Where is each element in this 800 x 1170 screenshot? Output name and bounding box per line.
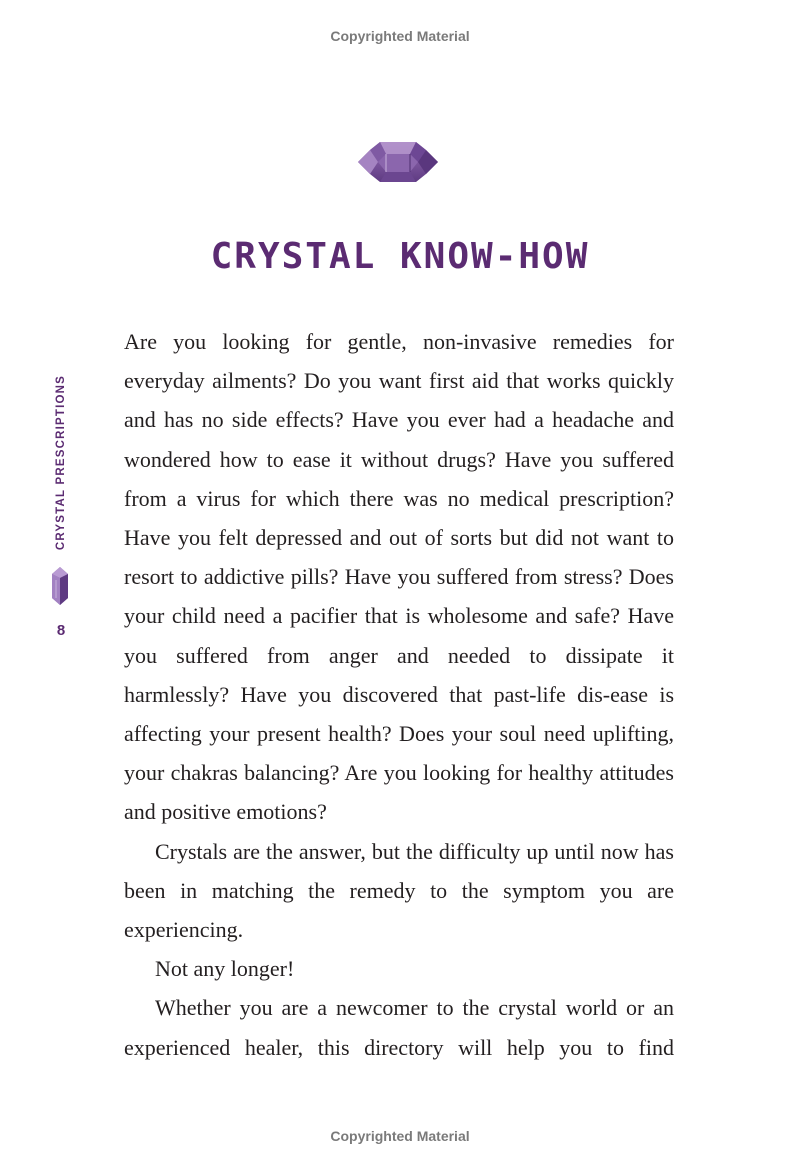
paragraph: Are you looking for gentle, non-invasive remedies for everyday ailments? Do you want first aid that works quickly and has no side effects? Have you ever had a headache and wondered how to ease it without drugs? Have you suffered from a virus for which there was no medical prescription? Have you felt depressed and out of sorts but did not want to resort to addictive pills? Have you suffered from stress? Does your child need a pacifier that is wholesome and safe? Have you suffered from anger and needed to dissipate it harmlessly? Have you discovered that past-life dis-ease is affecting your present health? Does your soul need uplifting, your chakras balancing? Are you looking for healthy attitudes and positive emotions? — [124, 329, 674, 825]
copyright-notice-top: Copyrighted Material — [330, 28, 470, 44]
crystal-icon — [356, 138, 440, 186]
copyright-notice-bottom: Copyrighted Material — [330, 1128, 470, 1144]
paragraph: Crystals are the answer, but the difficulty up until now has been in matching the remedy to the symptom you are experiencing. — [124, 838, 674, 943]
paragraph: Whether you are a newcomer to the crystal world or an experienced healer, this directory will help you to find — [124, 995, 674, 1060]
running-head — [50, 375, 72, 551]
page-title: CRYSTAL KNOW-HOW — [210, 236, 590, 277]
crystal-icon — [50, 566, 70, 606]
running-head-label: CRYSTAL PRESCRIPTIONS — [55, 375, 67, 551]
paragraph: Not any longer! — [155, 956, 295, 982]
page-number: 8 — [56, 622, 66, 639]
body-text — [124, 322, 674, 1067]
